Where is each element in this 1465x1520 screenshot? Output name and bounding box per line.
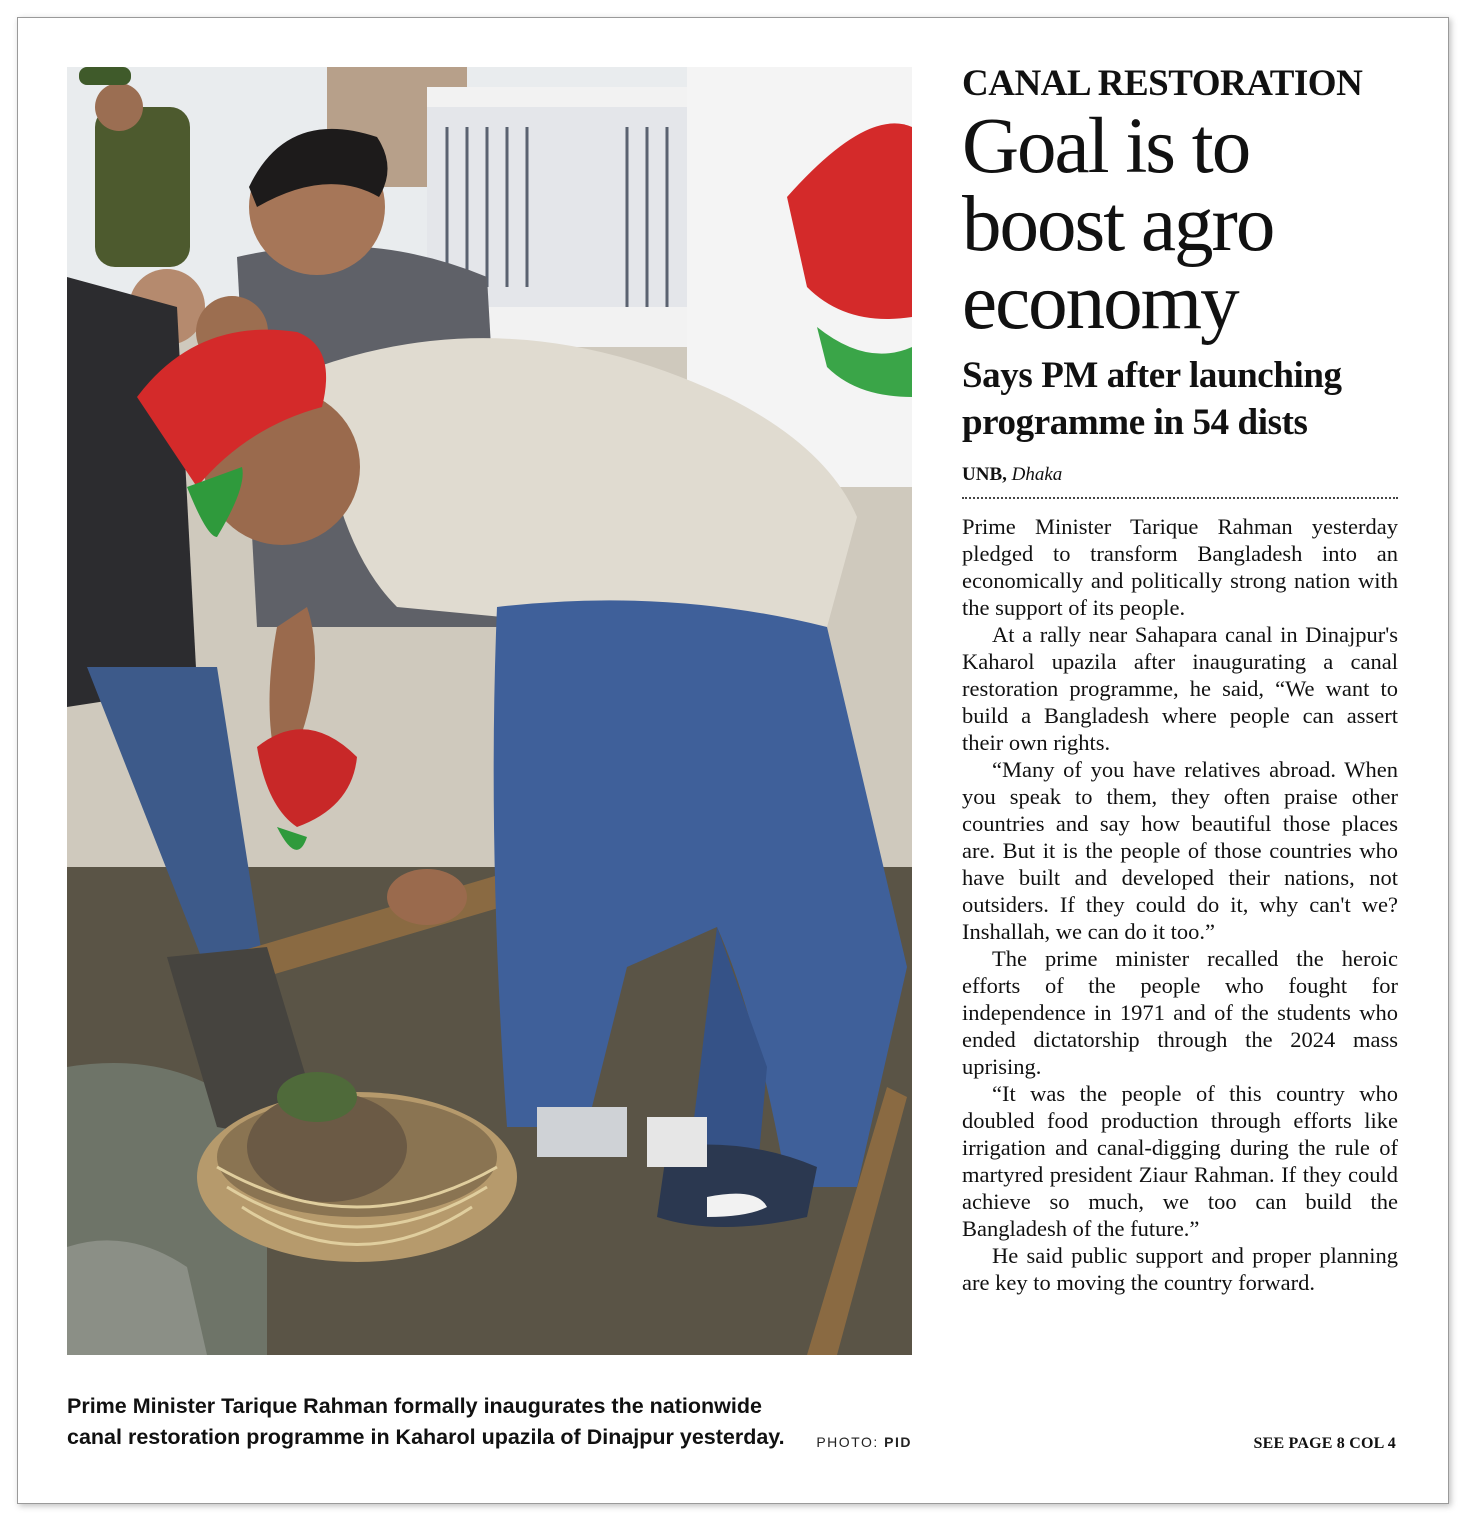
byline	[962, 463, 1062, 487]
photo-credit-label: PHOTO:	[816, 1434, 879, 1450]
body-paragraph: He said public support and proper planning are key to moving the country forward.	[962, 1243, 1398, 1295]
body-paragraph: “It was the people of this country who doubled food production through efforts like irrigation and canal-digging during the rule of martyred president Ziaur Rahman. If they could achieve so much, we too can build the Bangladesh of the future.”	[962, 1081, 1398, 1241]
story-kicker: CANAL RESTORATION	[962, 63, 1363, 104]
photo-credit	[800, 1434, 912, 1450]
body-paragraph: Prime Minister Tarique Rahman yesterday pledged to transform Bangladesh into an economically and politically strong nation with the support of its people.	[962, 514, 1398, 620]
body-paragraph: “Many of you have relatives abroad. When you speak to them, they often praise other countries and say how beautiful those places are. But it is the people of those countries who have built and developed their nations, not outsiders. If they could do it, why can't we? Inshallah, we can do it too.”	[962, 757, 1398, 944]
story-body	[962, 513, 1398, 1296]
dotted-rule	[962, 497, 1398, 499]
news-photo	[67, 67, 912, 1355]
photo-credit-source: PID	[884, 1434, 912, 1450]
continued-jump: SEE PAGE 8 COL 4	[1253, 1435, 1396, 1452]
body-paragraph: At a rally near Sahapara canal in Dinajpur's Kaharol upazila after inaugurating a canal restoration programme, he said, “We want to build a Bangladesh where people can assert their own rights.	[962, 622, 1398, 755]
byline-place: Dhaka	[1011, 464, 1063, 485]
story-headline: Goal is to boost agro economy	[962, 103, 1274, 346]
body-paragraph: The prime minister recalled the heroic efforts of the people who fought for independence in 1971 and of the students who ended dictatorship through the 2024 mass uprising.	[962, 946, 1398, 1079]
photo-illustration	[67, 67, 912, 1355]
photo-caption: Prime Minister Tarique Rahman formally inaugurates the nationwide canal restoration programme in Kaharol upazila of Dinajpur yesterday.	[67, 1394, 785, 1449]
byline-agency: UNB,	[962, 464, 1007, 485]
story-subheadline: Says PM after launching programme in 54 dists	[962, 355, 1342, 443]
